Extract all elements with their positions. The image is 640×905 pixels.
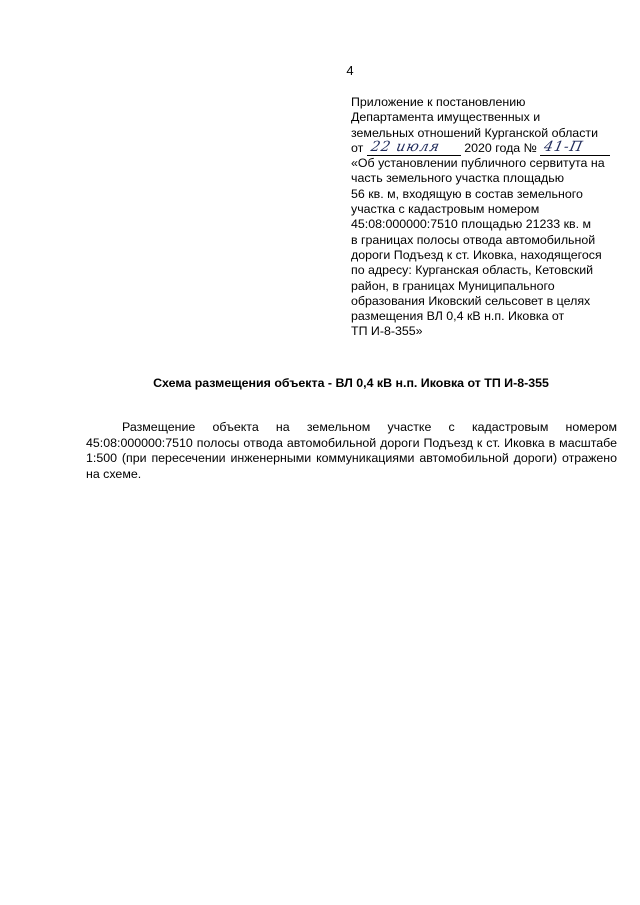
from-prefix: от — [351, 140, 364, 155]
appendix-line: по адресу: Курганская область, Кетовский — [351, 263, 594, 278]
appendix-line: Приложение к постановлению — [351, 95, 526, 109]
handwritten-date: 22 июля — [369, 138, 442, 155]
appendix-line: часть земельного участка площадью — [351, 171, 565, 186]
appendix-line: район, в границах Муниципального — [351, 278, 555, 293]
appendix-line: 45:08:000000:7510 площадью 21233 кв. м — [351, 217, 592, 232]
appendix-line: образования Иковский сельсовет в целях — [351, 293, 591, 308]
number-blank — [540, 138, 610, 156]
appendix-line: дороги Подъезд к ст. Иковка, находящегося — [351, 247, 602, 262]
date-blank — [367, 138, 461, 156]
appendix-line: земельных отношений Курганской области — [351, 125, 598, 140]
page-number: 4 — [346, 63, 354, 78]
scheme-title: Схема размещения объекта - ВЛ 0,4 кВ н.п. Иковка от ТП И-8-355 — [153, 376, 549, 390]
handwritten-number: 41-П — [542, 138, 585, 155]
appendix-line: ТП И-8-355» — [351, 324, 423, 339]
appendix-line: размещения ВЛ 0,4 кВ н.п. Иковка от — [351, 309, 565, 324]
appendix-line: «Об установлении публичного сервитута на — [351, 156, 605, 171]
body-paragraph: Размещение объекта на земельном участке с кадастровым номером 45:08:000000:7510 полосы отвода автомобильной дороги Подъезд к ст. Иковка в масштабе 1:500 (при пересечении инженерными коммуникациями автомобильной дороги) отражено на схеме. — [86, 420, 617, 481]
appendix-header — [351, 95, 621, 340]
appendix-line: 56 кв. м, входящую в состав земельного — [351, 186, 583, 201]
appendix-line: участка с кадастровым номером — [351, 202, 540, 217]
year-text: 2020 года № — [464, 140, 537, 155]
appendix-line: Департамента имущественных и — [351, 110, 541, 125]
appendix-line: в границах полосы отвода автомобильной — [351, 232, 596, 247]
appendix-date-line — [351, 138, 621, 156]
